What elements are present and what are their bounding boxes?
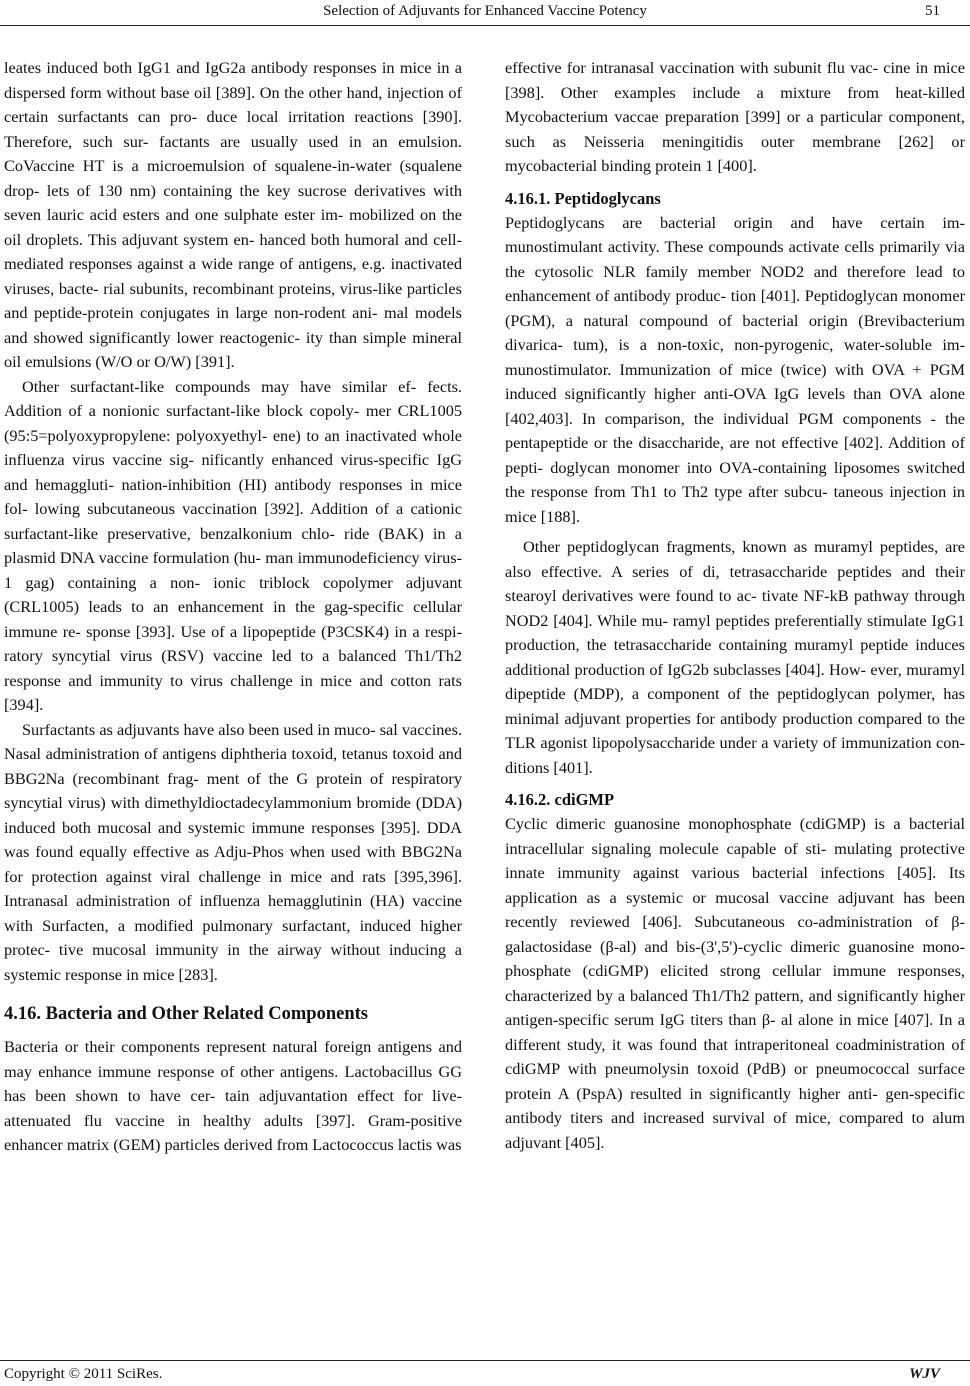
right-paragraph-4: Cyclic dimeric guanosine monophosphate (cdiGMP) is a bacterial intracellular signaling molecule capable of sti- mulating protective innate immunity against various bacterial infections [405]. Its application as a systemic or mucosal vaccine adjuvant has been recently reviewed [406]. Subcutaneous co-administration of β-galactosidase (β-al) and bis-(3',5')-cyclic dimeric guanosine mono- phosphate (cdiGMP) elicited strong cellular immune responses, characterized by a balanced Th1/Th2 pattern, and significantly higher antigen-specific serum IgG titers than β- al alone in mice [407]. In a different study, it was found that intraperitoneal coadministration of cdiGMP with pneumolysin toxoid (PdB) or pneumococcal surface protein A (PspA) resulted in significantly higher anti- gen-specific antibody titers and increased survival of mice, compared to alum adjuvant [405]. [505,814,965,1152]
left-paragraph-1: leates induced both IgG1 and IgG2a antibody responses in mice in a dispersed form without base oil [389]. On the other hand, injection of certain surfactants can pro- duce local irritation reactions [390]. Therefore, such sur- factants are usually used in an emulsion. CoVaccine HT is a microemulsion of squalene-in-water (squalene drop- lets of 130 nm) containing the key sucrose derivatives with seven lauric acid esters and one sulphate ester im- mobilized on the oil droplets. This adjuvant system en- hanced both humoral and cell-mediated responses against a wide range of antigens, e.g. inactivated viruses, bacte- rial subunits, recombinant proteins, virus-like particles and peptide-protein conjugates in large non-rodent ani- mal models and showed significantly lower reactogenic- ity than simple mineral oil emulsions (W/O or O/W) [391]. [4,58,462,371]
journal-abbreviation: WJV [909,1366,940,1382]
running-title: Selection of Adjuvants for Enhanced Vaccine Potency [323,3,647,19]
right-paragraph-2: Peptidoglycans are bacterial origin and have certain im- munostimulant activity. These compounds activate cells primarily via the cytosolic NLR family member NOD2 and therefore lead to enhancement of antibody produc- tion [401]. Peptidoglycan monomer (PGM), a natural compound of bacterial origin (Brevibacterium divarica- tum), is a non-toxic, non-pyrogenic, water-soluble im- munostimulator. Immunization of mice (twice) with OVA + PGM induced significantly higher anti-OVA IgG levels than OVA alone [402,403]. In comparison, the individual PGM components - the pentapeptide or the disaccharide, are not effective [402]. Addition of pepti- doglycan monomer into OVA-containing liposomes switched the response from Th1 to Th2 type after subcu- taneous injection in mice [188]. [505,212,965,526]
header-rule [0,25,970,26]
right-paragraph-3: Other peptidoglycan fragments, known as muramyl peptides, are also effective. A series of di, tetrasaccharide peptides and their stearoyl derivatives were found to ac- tivate NF-kB pathway through NOD2 [404]. While mu- ramyl peptides preferentially stimulate IgG1 production, the tetrasaccharide containing muramyl peptide induces additional production of IgG2b subclasses [404]. How- ever, muramyl dipeptide (MDP), a component of the peptidoglycan polymer, has minimal adjuvant properties for antibody production compared to the TLR agonist lipopolysaccharide under a variety of immunization con- ditions [401]. [505,537,965,777]
footer-rule [0,1360,970,1361]
left-paragraph-2: Other surfactant-like compounds may have similar ef- fects. Addition of a nonionic surfactant-like block copoly- mer CRL1005 (95:5=polyoxypropylene: polyoxyethyl- ene) to an inactivated whole influenza virus vaccine sig- nificantly enhanced virus-specific IgG and hemaggluti- nation-inhibition (HI) antibody responses in mice fol- lowing subcutaneous vaccination [392]. Addition of a cationic surfactant-like preservative, benzalkonium chlo- ride (BAK) in a plasmid DNA vaccine formulation (hu- man immunodeficiency virus-1 gag) containing a non- ionic triblock copolymer adjuvant (CRL1005) leads to an enhancement in the gag-specific cellular immune re- sponse [393]. Use of a lipopeptide (P3CSK4) in a respi- ratory syncytial virus (RSV) vaccine led to a balanced Th1/Th2 response and immunity to virus challenge in mice and cotton rats [394]. [4,376,462,714]
section-heading: 4.16. Bacteria and Other Related Components [4,1004,368,1024]
page-number: 51 [925,3,940,19]
left-column [4,56,462,1158]
right-column [505,56,965,1155]
subsection-heading-peptidoglycans: 4.16.1. Peptidoglycans [505,188,661,208]
copyright-notice: Copyright © 2011 SciRes. [4,1366,163,1382]
subsection-heading-cdigmp: 4.16.2. cdiGMP [505,790,615,809]
left-paragraph-3: Surfactants as adjuvants have also been used in muco- sal vaccines. Nasal administration of antigens diphtheria toxoid, tetanus toxoid and BBG2Na (recombinant frag- ment of the G protein of respiratory syncytial virus) with dimethyldioctadecylammonium bromide (DDA) induced both mucosal and systemic immune responses [395]. DDA was found equally effective as Adju-Phos when used with BBG2Na for protection against viral challenge in mice and rats [395,396]. Intranasal administration of influenza hemagglutinin (HA) vaccine with Surfacten, a modified pulmonary surfactant, induced higher protec- tive mucosal immunity in the airway without inducing a systemic response in mice [283]. [4,719,462,984]
running-header [0,0,970,26]
left-paragraph-4: Bacteria or their components represent natural foreign antigens and may enhance immune response of other antigens. Lactobacillus GG has been shown to have cer- tain adjuvantation effect for live-attenuated flu vaccine in healthy adults [397]. Gram-positive enhancer matrix (GEM) particles derived from Lactococcus lactis was [4,1037,462,1154]
right-paragraph-1: effective for intranasal vaccination with subunit flu vac- cine in mice [398]. Other examples include a mixture from heat-killed Mycobacterium vaccae preparation [399] or a particular component, such as Neisseria meningitidis outer membrane [262] or mycobacterial binding protein 1 [400]. [505,58,965,175]
